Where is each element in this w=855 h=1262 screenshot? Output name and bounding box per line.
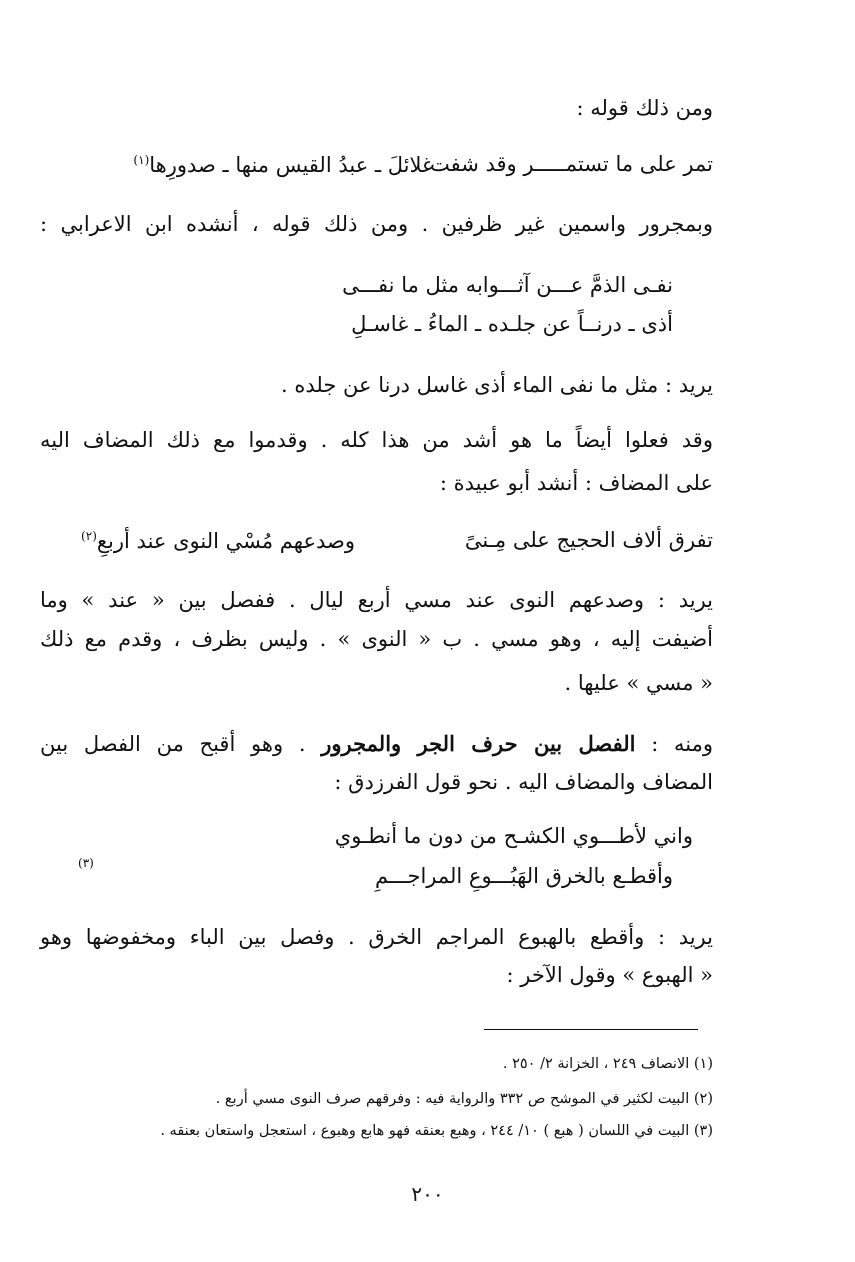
text-line: وبمجرور واسمين غير ظرفين . ومن ذلك قوله ، أنشده ابن الاعرابي : xyxy=(40,212,713,236)
text-line: « الهبوع » وقول الآخر : xyxy=(506,963,713,987)
footnote: (١) الانصاف ٢٤٩ ، الخزانة ٢/ ٢٥٠ . xyxy=(502,1056,713,1072)
page-number: ٢٠٠ xyxy=(411,1182,444,1206)
footnote: (٣) البيت في اللسان ( هبع ) ١٠/ ٢٤٤ ، وهبع بعنقه فهو هابع وهبوع ، استعجل واستعان بعنقه . xyxy=(160,1123,713,1139)
text-run: ومنه : xyxy=(651,732,713,756)
footnote-ref: (٢) xyxy=(81,529,97,543)
text-line: يريد : وأقطع بالهبوع المراجم الخرق . وفصل بين الباء ومخفوضها وهو xyxy=(40,925,713,949)
text-line: ومن ذلك قوله : xyxy=(576,96,713,120)
text-line: أضيفت إليه ، وهو مسي . ب « النوى » . وليس بظرف ، وقدم مع ذلك xyxy=(40,627,713,651)
footnote-ref: (١) xyxy=(133,153,150,167)
verse-hemistich-left xyxy=(133,154,433,176)
text-line: المضاف والمضاف اليه . نحو قول الفرزدق : xyxy=(334,770,713,794)
verse-hemistich-right: تمر على ما تستمـــــر وقد شفت xyxy=(429,152,713,176)
verse-line: نفـى الذمَّ عـــن آثـــوابه مثل ما نفـــى xyxy=(342,273,673,297)
text-line: « مسي » عليها . xyxy=(564,671,713,695)
verse-text: غلائلَ ـ عبدُ القيس منها ـ صدورِها xyxy=(149,153,433,177)
text-line: يريد : مثل ما نفى الماء أذى غاسل درنا عن جلده . xyxy=(281,373,713,397)
text-line: يريد : وصدعهم النوى عند مسي أربع ليال . ففصل بين « عند » وما xyxy=(40,588,713,612)
bold-heading-run: الفصل بين حرف الجر والمجرور xyxy=(321,731,636,756)
footnote: (٢) البيت لكثير في الموشح ص ٣٣٢ والرواية فيه : وفرقهم صرف النوى مسي أربع . xyxy=(215,1091,713,1107)
text-line: وقد فعلوا أيضاً ما هو أشد من هذا كله . وقدموا مع ذلك المضاف اليه xyxy=(40,428,713,452)
verse-hemistich-right: تفرق ألاف الحجيج على مِـنىً xyxy=(464,528,713,552)
footnote-separator xyxy=(484,1029,698,1030)
footnote-ref: (٣) xyxy=(78,856,94,870)
text-run: . وهو أقبح من الفصل بين xyxy=(40,732,306,756)
verse-hemistich-left xyxy=(81,530,355,552)
verse-line xyxy=(375,866,673,887)
text-line xyxy=(40,733,713,755)
verse-line: أذى ـ درنــاً عن جلـده ـ الماءُ ـ غاسـلِ xyxy=(351,312,673,336)
text-line: على المضاف : أنشد أبو عبيدة : xyxy=(439,471,713,495)
verse-line: واني لأطـــوي الكشـح من دون ما أنطـوي xyxy=(334,824,693,848)
verse-text: وصدعهم مُسْي النوى عند أربعِ xyxy=(96,529,355,553)
verse-text: وأقطـع بالخرق الهَبُـــوعِ المراجـــمِ xyxy=(375,864,673,888)
